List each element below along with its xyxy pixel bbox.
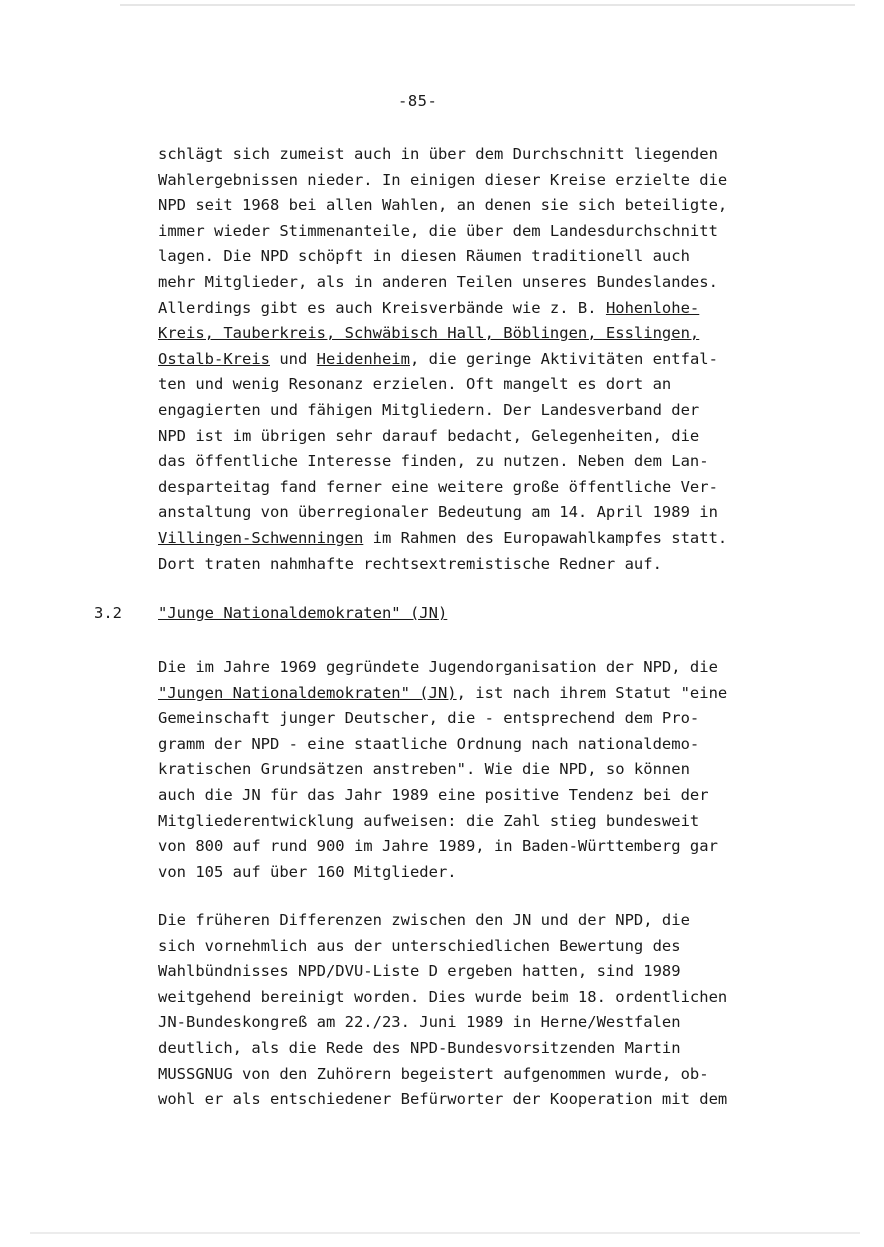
text-segment: engagierten und fähigen Mitgliedern. Der Landesverband der [158,400,700,419]
underlined-place-name: Villingen-Schwenningen [158,528,364,547]
text-segment: Die früheren Differenzen zwischen den JN und der NPD, die [158,911,690,929]
text-line [158,552,727,578]
text-segment: sich vornehmlich aus der unterschiedlichen Bewertung des [158,936,681,955]
text-line [158,193,727,219]
text-line [158,321,727,347]
text-line [158,270,727,296]
text-segment: MUSSGNUG von den Zuhörern begeistert aufgenommen wurde, ob- [158,1064,709,1083]
text-line [158,398,727,424]
text-line [158,809,727,835]
underlined-place-name: Heidenheim [316,349,410,368]
text-segment: wohl er als entschiedener Befürworter der Kooperation mit dem [158,1090,728,1109]
text-line [158,475,727,501]
paragraph-1 [158,142,727,577]
text-segment: ten und wenig Resonanz erzielen. Oft mangelt es dort an [158,375,672,394]
text-segment: NPD ist im übrigen sehr darauf bedacht, Gelegenheiten, die [158,426,700,445]
text-line [158,296,727,322]
text-line [158,1087,727,1113]
text-segment: Dort traten nahmhafte rechtsextremistische Redner auf. [158,554,662,573]
text-line [158,934,727,960]
text-segment: JN-Bundeskongreß am 22./23. Juni 1989 in Herne/Westfalen [158,1013,681,1032]
text-segment: von 105 auf über 160 Mitglieder. [158,862,457,881]
text-line [158,834,727,860]
text-segment: das öffentliche Interesse finden, zu nutzen. Neben dem Lan- [158,452,709,471]
text-line [158,347,727,373]
text-segment: , die geringe Aktivitäten entfal- [409,349,718,368]
text-segment: Wahlbündnisses NPD/DVU-Liste D ergeben hatten, sind 1989 [158,962,681,981]
underlined-place-name: Kreis, Tauberkreis, Schwäbisch Hall, Böblingen, Esslingen, [158,324,700,343]
text-segment: anstaltung von überregionaler Bedeutung am 14. April 1989 in [158,503,718,522]
text-line [158,959,727,985]
text-line [158,783,727,809]
text-line [158,526,727,552]
text-line [158,372,727,398]
text-line [158,244,727,270]
underlined-place-name: "Jungen Nationaldemokraten" (JN) [158,683,457,702]
paragraph-2 [158,655,727,885]
text-line [158,1036,727,1062]
section-number: 3.2 [94,604,122,622]
text-segment: , ist nach ihrem Statut "eine [456,683,728,702]
text-line [158,985,727,1011]
text-segment: Die im Jahre 1969 gegründete Jugendorganisation der NPD, die [158,658,718,676]
text-line [158,681,727,707]
text-segment: lagen. Die NPD schöpft in diesen Räumen traditionell auch [158,247,690,266]
page-number: -85- [398,92,438,110]
text-line [158,860,727,886]
text-line [158,757,727,783]
text-segment: Allerdings gibt es auch Kreisverbände wie z. B. [158,298,606,317]
section-heading: "Junge Nationaldemokraten" (JN) [158,604,448,622]
paragraph-3 [158,908,727,1113]
text-segment: auch die JN für das Jahr 1989 eine positive Tendenz bei der [158,785,709,804]
text-segment: und [269,349,317,368]
text-line [158,142,727,168]
text-segment: von 800 auf rund 900 im Jahre 1989, in Baden-Württemberg gar [158,837,718,856]
text-segment: weitgehend bereinigt worden. Dies wurde beim 18. ordentlichen [158,987,728,1006]
underlined-place-name: Ostalb-Kreis [158,349,270,368]
text-segment: kratischen Grundsätzen anstreben". Wie die NPD, so können [158,760,690,779]
scan-edge-bottom [30,1232,860,1234]
text-line [158,219,727,245]
text-segment: schlägt sich zumeist auch in über dem Durchschnitt liegenden [158,145,718,163]
text-line [158,732,727,758]
text-segment: mehr Mitglieder, als in anderen Teilen unseres Bundeslandes. [158,272,718,291]
text-segment: deutlich, als die Rede des NPD-Bundesvorsitzenden Martin [158,1038,681,1057]
text-segment: Wahlergebnissen nieder. In einigen dieser Kreise erzielte die [158,170,728,189]
text-segment: immer wieder Stimmenanteile, die über dem Landesdurchschnitt [158,221,718,240]
text-line [158,1010,727,1036]
text-line [158,168,727,194]
text-line [158,655,727,681]
text-line [158,500,727,526]
text-line [158,1062,727,1088]
text-line [158,706,727,732]
scan-edge-top [120,4,855,6]
underlined-place-name: Hohenlohe- [605,298,700,317]
text-segment: Gemeinschaft junger Deutscher, die - entsprechend dem Pro- [158,709,700,728]
text-segment: Mitgliederentwicklung aufweisen: die Zahl stieg bundesweit [158,811,700,830]
text-segment: desparteitag fand ferner eine weitere große öffentliche Ver- [158,477,718,496]
text-segment: gramm der NPD - eine staatliche Ordnung nach nationaldemo- [158,734,700,753]
text-segment: im Rahmen des Europawahlkampfes statt. [363,528,728,547]
text-line [158,449,727,475]
text-segment: NPD seit 1968 bei allen Wahlen, an denen sie sich beteiligte, [158,196,728,215]
text-line [158,424,727,450]
text-line [158,908,727,934]
